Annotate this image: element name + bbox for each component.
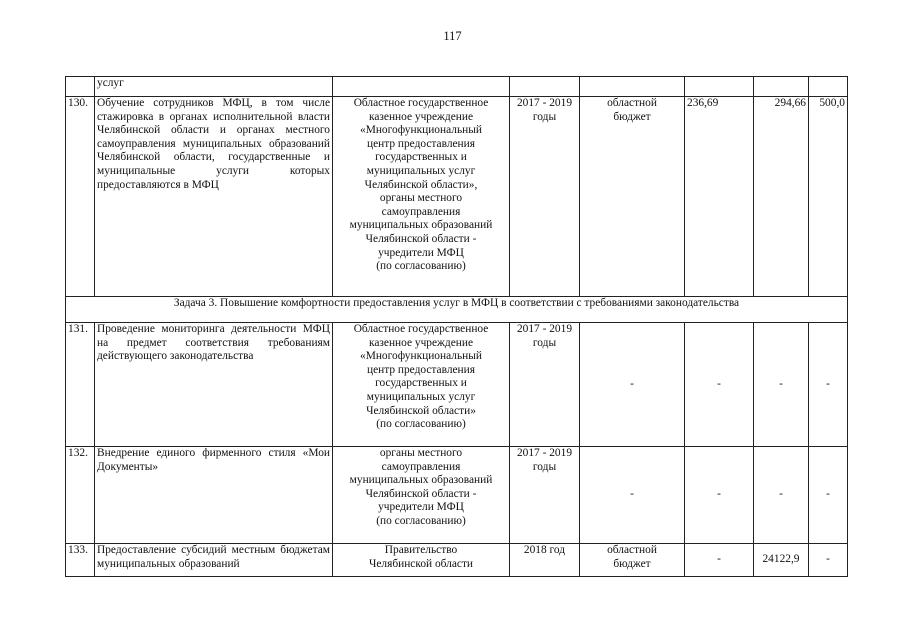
value-cell — [809, 77, 848, 97]
period: 2017 - 2019 годы — [510, 323, 580, 447]
value-cell: - — [809, 544, 848, 577]
executor: Областное государственное казенное учреждение «Многофункциональный центр предоставления государственных и муниципальных услуг Челябинской области», органы местного самоуправления муниципальных образований Челябинской области - учредители МФЦ (по согласованию) — [333, 97, 510, 297]
value-cell: 24122,9 — [754, 544, 809, 577]
value-cell: 294,66 — [754, 97, 809, 297]
row-number: 133. — [66, 544, 95, 577]
value-cell: - — [580, 323, 685, 447]
measure-name: Проведение мониторинга деятельности МФЦ на предмет соответствия требованиям действующего законодательства — [95, 323, 333, 447]
period: 2018 год — [510, 544, 580, 577]
value-cell — [685, 77, 754, 97]
value-cell: 236,69 — [685, 97, 754, 297]
table-row — [66, 97, 848, 297]
row-number: 131. — [66, 323, 95, 447]
value-cell: - — [685, 323, 754, 447]
program-measures-table — [65, 76, 848, 577]
page-number: 117 — [443, 29, 462, 43]
funding-source — [580, 77, 685, 97]
executor: Областное государственное казенное учреждение «Многофункциональный центр предоставления государственных и муниципальных услуг Челябинской области» (по согласованию) — [333, 323, 510, 447]
executor: Правительство Челябинской области — [333, 544, 510, 577]
funding-source: областной бюджет — [580, 544, 685, 577]
row-number: 130. — [66, 97, 95, 297]
measure-name: Внедрение единого фирменного стиля «Мои Документы» — [95, 447, 333, 544]
measure-name: услуг — [95, 77, 333, 97]
table-row — [66, 323, 848, 447]
task-heading: Задача 3. Повышение комфортности предоставления услуг в МФЦ в соответствии с требованиями законодательства — [66, 297, 848, 323]
measure-name: Обучение сотрудников МФЦ, в том числе стажировка в органах исполнительной власти Челябинской области и органах местного самоуправления муниципальных образований Челябинской области, государственные и муниципальные услуги которых предоставляются в МФЦ — [95, 97, 333, 297]
value-cell: 500,0 — [809, 97, 848, 297]
row-number: 132. — [66, 447, 95, 544]
value-cell: - — [580, 447, 685, 544]
executor — [333, 77, 510, 97]
table-row — [66, 77, 848, 97]
period: 2017 - 2019 годы — [510, 447, 580, 544]
task-row — [66, 297, 848, 323]
table-row — [66, 544, 848, 577]
funding-source: областной бюджет — [580, 97, 685, 297]
value-cell: - — [685, 544, 754, 577]
value-cell: - — [809, 323, 848, 447]
table-row — [66, 447, 848, 544]
value-cell — [754, 77, 809, 97]
executor: органы местного самоуправления муниципальных образований Челябинской области - учредители МФЦ (по согласованию) — [333, 447, 510, 544]
value-cell: - — [685, 447, 754, 544]
value-cell: - — [754, 323, 809, 447]
period — [510, 77, 580, 97]
value-cell: - — [754, 447, 809, 544]
value-cell: - — [809, 447, 848, 544]
row-number — [66, 77, 95, 97]
period: 2017 - 2019 годы — [510, 97, 580, 297]
measure-name: Предоставление субсидий местным бюджетам муниципальных образований — [95, 544, 333, 577]
